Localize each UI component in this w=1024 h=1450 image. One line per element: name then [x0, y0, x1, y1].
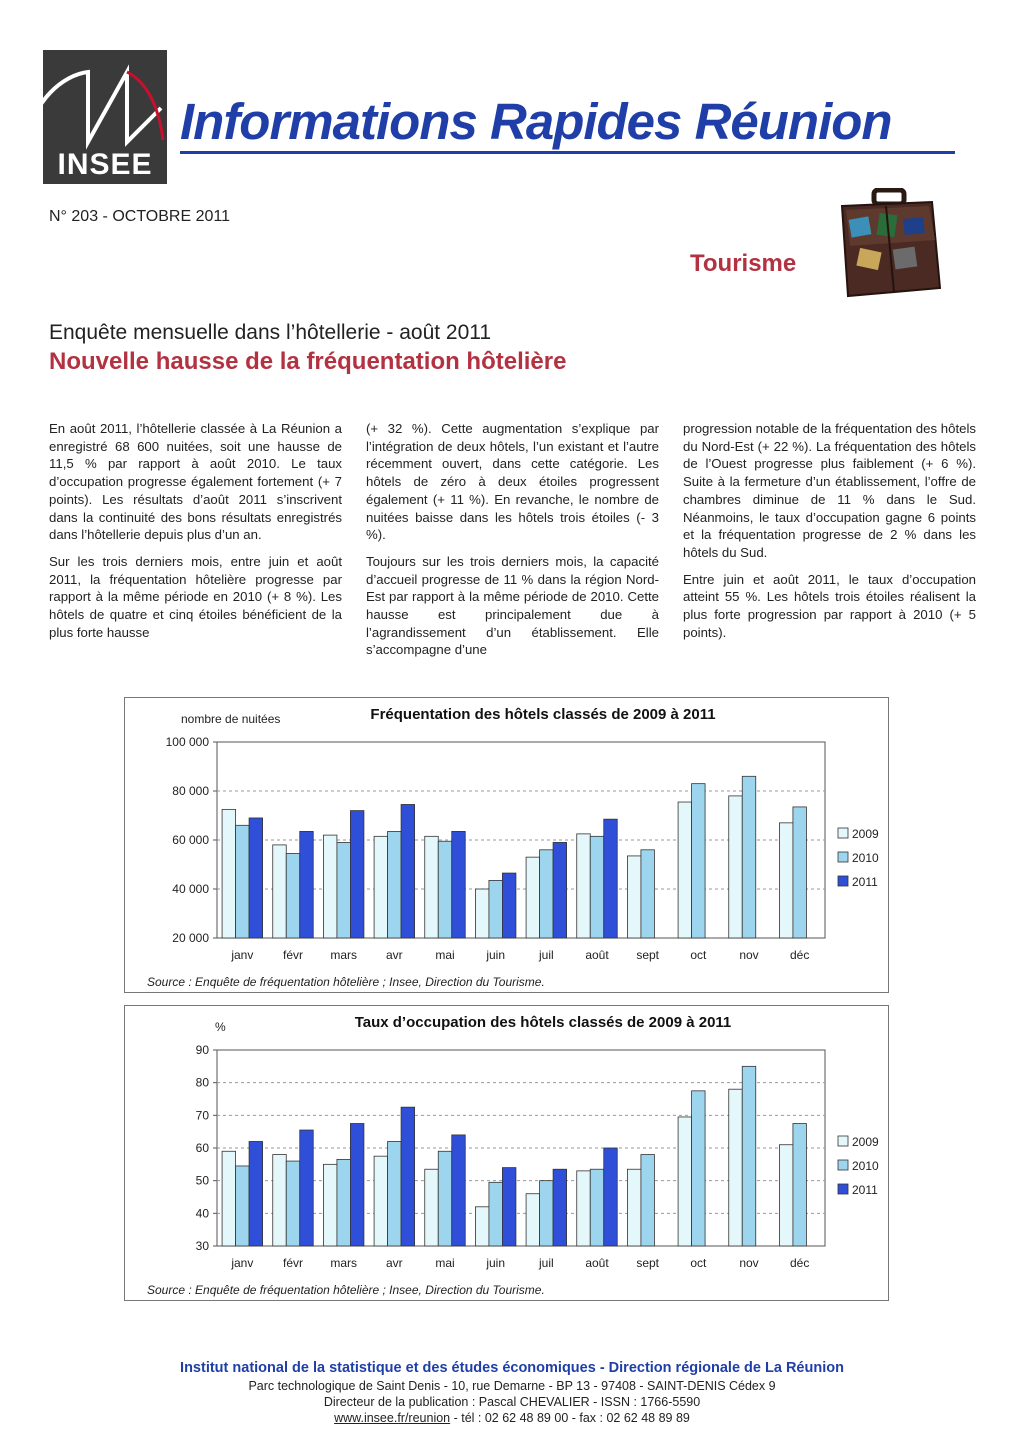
chart-frequentation-svg — [125, 698, 888, 992]
footer-website-link[interactable]: www.insee.fr/reunion — [334, 1411, 451, 1425]
y-tick-label: 80 — [195, 1075, 209, 1090]
bar-2011 — [502, 873, 515, 938]
chart-source: Source : Enquête de fréquentation hôtelière ; Insee, Direction du Tourisme. — [147, 1283, 545, 1297]
paragraph: Sur les trois derniers mois, entre juin et août 2011, la fréquentation hôtelière progresse par rapport à la même période en 2010 (+ 8 %). Les hôtels de quatre et cinq étoiles bénéficient de la plus forte hausse — [49, 553, 342, 640]
bar-2011 — [401, 804, 415, 938]
title-underline — [180, 151, 955, 154]
x-tick-label: mai — [435, 948, 455, 962]
bar-2010 — [388, 1141, 402, 1246]
bar-2009 — [729, 796, 743, 938]
x-tick-label: mai — [435, 1256, 455, 1270]
bar-2009 — [475, 1207, 489, 1246]
legend-label: 2010 — [852, 851, 879, 865]
bar-2009 — [729, 1089, 743, 1246]
bar-2009 — [779, 1145, 793, 1246]
bar-2009 — [678, 1117, 692, 1246]
x-tick-label: févr — [282, 948, 304, 962]
chart-frequentation — [124, 697, 889, 993]
paragraph: Entre juin et août 2011, le taux d’occupation atteint 55 %. Les hôtels trois étoiles réalisent la plus forte progression par rapport à 2010 (+ 5 points). — [683, 571, 976, 640]
y-tick-label: 40 — [195, 1206, 209, 1221]
chart-title: Taux d’occupation des hôtels classés de 2009 à 2011 — [354, 1014, 732, 1031]
legend-swatch — [838, 1160, 848, 1170]
paragraph: (+ 32 %). Cette augmentation s’explique par l’intégration de deux hôtels, l’un existant et l’autre récemment ouvert, dans cette catégorie. Les hôtels de zéro à deux étoiles progressent également (+ 11 %). En revanche, le nombre de nuitées baisse dans les hôtels trois étoiles (- 3 %). — [366, 421, 659, 543]
bar-2010 — [692, 784, 706, 938]
y-tick-label: 70 — [195, 1108, 209, 1123]
legend-swatch — [838, 1136, 848, 1146]
bar-2010 — [438, 1151, 452, 1246]
bar-2010 — [692, 1091, 706, 1246]
chart-title: Fréquentation des hôtels classés de 2009 à 2011 — [370, 706, 716, 723]
logo-text: INSEE — [57, 148, 153, 181]
bar-2011 — [452, 1135, 466, 1246]
paragraph: En août 2011, l’hôtellerie classée à La Réunion a enregistré 68 600 nuitées, soit une hausse de 11,5 % par rapport à août 2010. Le taux d’occupation progresse également fortement (+ 7 points). Les résultats d’août 2011 s’inscrivent dans la continuité des bons résultats enregistrés dans l’hôtellerie depuis plus d’un an. — [49, 421, 342, 543]
bar-2009 — [475, 889, 489, 938]
footer-organization: Institut national de la statistique et des études économiques - Direction régionale de La Réunion — [180, 1360, 844, 1376]
x-tick-label: nov — [739, 1256, 759, 1270]
x-tick-label: juin — [486, 948, 506, 962]
bar-2010 — [590, 1169, 604, 1246]
bar-2010 — [489, 1182, 503, 1246]
y-tick-label: 20 000 — [172, 931, 209, 945]
bar-2009 — [678, 802, 692, 938]
x-tick-label: févr — [282, 1256, 304, 1270]
y-tick-label: 100 000 — [165, 735, 209, 749]
chart-source: Source : Enquête de fréquentation hôtelière ; Insee, Direction du Tourisme. — [147, 975, 545, 989]
bar-2009 — [273, 845, 287, 938]
x-tick-label: août — [585, 948, 609, 962]
text-column-3 — [683, 420, 976, 650]
y-tick-label: 30 — [195, 1239, 209, 1253]
article-subtitle: Enquête mensuelle dans l’hôtellerie - août 2011 — [49, 321, 492, 344]
bar-2010 — [590, 836, 604, 938]
legend-label: 2011 — [852, 1183, 878, 1197]
legend-label: 2009 — [852, 827, 879, 841]
x-tick-label: mars — [330, 1256, 358, 1270]
bar-2009 — [526, 857, 540, 938]
bar-2011 — [604, 819, 618, 938]
bar-2009 — [526, 1194, 540, 1246]
legend-swatch — [838, 876, 848, 886]
bar-2009 — [222, 809, 236, 938]
bar-2011 — [300, 831, 314, 938]
bar-2010 — [236, 825, 250, 938]
paragraph: Toujours sur les trois derniers mois, la capacité d’accueil progresse de 11 % dans la région Nord-Est par rapport à la même période de 2010. Cette hausse est principalement due à l’agrandissement d’un établissement. Elle s’accompagne d’une — [366, 553, 659, 658]
bar-2011 — [553, 842, 567, 938]
x-tick-label: avr — [385, 948, 403, 962]
suitcase-image — [836, 188, 944, 302]
legend-swatch — [838, 828, 848, 838]
bar-2010 — [641, 1155, 655, 1246]
x-tick-label: avr — [385, 1256, 403, 1270]
bar-2011 — [401, 1107, 415, 1246]
x-tick-label: juil — [538, 948, 554, 962]
text-column-1 — [49, 420, 342, 650]
footer-contact — [0, 1410, 1024, 1426]
x-tick-label: sept — [636, 1256, 660, 1270]
bar-2011 — [553, 1169, 567, 1246]
x-tick-label: juin — [486, 1256, 506, 1270]
bar-2010 — [438, 841, 452, 938]
y-tick-label: 50 — [195, 1173, 209, 1188]
x-tick-label: nov — [739, 948, 759, 962]
bar-2010 — [337, 1159, 351, 1246]
legend-label: 2011 — [852, 875, 878, 889]
bar-2009 — [323, 1164, 337, 1246]
y-tick-label: 60 000 — [172, 833, 209, 847]
x-tick-label: janv — [231, 948, 254, 962]
bar-2010 — [540, 1181, 554, 1246]
publication-title: Informations Rapides Réunion — [180, 93, 892, 150]
y-tick-label: 60 — [195, 1141, 209, 1155]
bar-2009 — [577, 1171, 591, 1246]
bar-2009 — [425, 1169, 439, 1246]
bar-2009 — [577, 834, 591, 938]
bar-2010 — [540, 850, 554, 938]
theme-label: Tourisme — [690, 250, 797, 277]
bar-2009 — [222, 1151, 236, 1246]
bar-2010 — [793, 1124, 807, 1247]
legend-swatch — [838, 1184, 848, 1194]
bar-2011 — [604, 1148, 618, 1246]
bar-2010 — [641, 850, 655, 938]
bar-2009 — [374, 836, 388, 938]
text-column-2 — [366, 420, 659, 668]
x-tick-label: oct — [690, 948, 707, 962]
chart-taux-occupation-svg — [125, 1006, 888, 1300]
bar-2011 — [350, 1124, 364, 1247]
bar-2011 — [452, 831, 466, 938]
bar-2010 — [489, 880, 503, 938]
chart-taux-occupation — [124, 1005, 889, 1301]
bar-2009 — [323, 835, 337, 938]
x-tick-label: août — [585, 1256, 609, 1270]
bar-2010 — [286, 853, 300, 938]
bar-2011 — [350, 811, 364, 938]
bar-2009 — [425, 836, 439, 938]
bar-2011 — [249, 818, 263, 938]
x-tick-label: mars — [330, 948, 358, 962]
bar-2010 — [337, 842, 351, 938]
y-tick-label: 90 — [195, 1043, 209, 1057]
x-tick-label: déc — [789, 1256, 810, 1270]
bar-2009 — [374, 1156, 388, 1246]
bar-2010 — [388, 831, 402, 938]
bar-2010 — [742, 1066, 756, 1246]
x-tick-label: oct — [690, 1256, 707, 1270]
y-tick-label: 80 000 — [172, 784, 209, 798]
bar-2010 — [286, 1161, 300, 1246]
bar-2009 — [779, 823, 793, 938]
x-tick-label: sept — [636, 948, 660, 962]
x-tick-label: janv — [231, 1256, 254, 1270]
article-headline: Nouvelle hausse de la fréquentation hôtelière — [49, 348, 567, 375]
bar-2010 — [793, 807, 807, 938]
x-tick-label: juil — [538, 1256, 554, 1270]
bar-2009 — [627, 1169, 641, 1246]
suitcase-icon — [836, 188, 944, 302]
legend-swatch — [838, 852, 848, 862]
bar-2010 — [742, 776, 756, 938]
footer-address: Parc technologique de Saint Denis - 10, rue Demarne - BP 13 - 97408 - SAINT-DENIS Cédex 9 — [248, 1379, 776, 1393]
bar-2009 — [273, 1155, 287, 1246]
issue-number: N° 203 - OCTOBRE 2011 — [49, 208, 230, 225]
bar-2011 — [249, 1141, 263, 1246]
bar-2010 — [236, 1166, 250, 1246]
bar-2011 — [502, 1168, 515, 1246]
paragraph: progression notable de la fréquentation des hôtels du Nord-Est (+ 22 %). La fréquentation des hôtels de l’Ouest progresse plus faiblement (+ 6 %). Suite à la fermeture d’un établissement, l’offre de chambres diminue de 11 % dans le Sud. Néanmoins, le taux d’occupation gagne 6 points et la fréquentation progresse de 2 % dans les hôtels du Sud. — [683, 421, 976, 560]
footer-phone-fax: - tél : 02 62 48 89 00 - fax : 02 62 48 89 89 — [450, 1411, 690, 1425]
x-tick-label: déc — [789, 948, 810, 962]
footer-publication: Directeur de la publication : Pascal CHEVALIER - ISSN : 1766-5590 — [323, 1395, 701, 1409]
y-tick-label: 40 000 — [172, 882, 209, 896]
footer — [0, 1358, 1024, 1426]
y-axis-label: nombre de nuitées — [181, 712, 281, 726]
y-axis-label: % — [215, 1020, 226, 1034]
legend-label: 2010 — [852, 1159, 879, 1173]
insee-logo — [43, 50, 167, 184]
legend-label: 2009 — [852, 1135, 879, 1149]
bar-2011 — [300, 1130, 314, 1246]
bar-2009 — [627, 856, 641, 938]
